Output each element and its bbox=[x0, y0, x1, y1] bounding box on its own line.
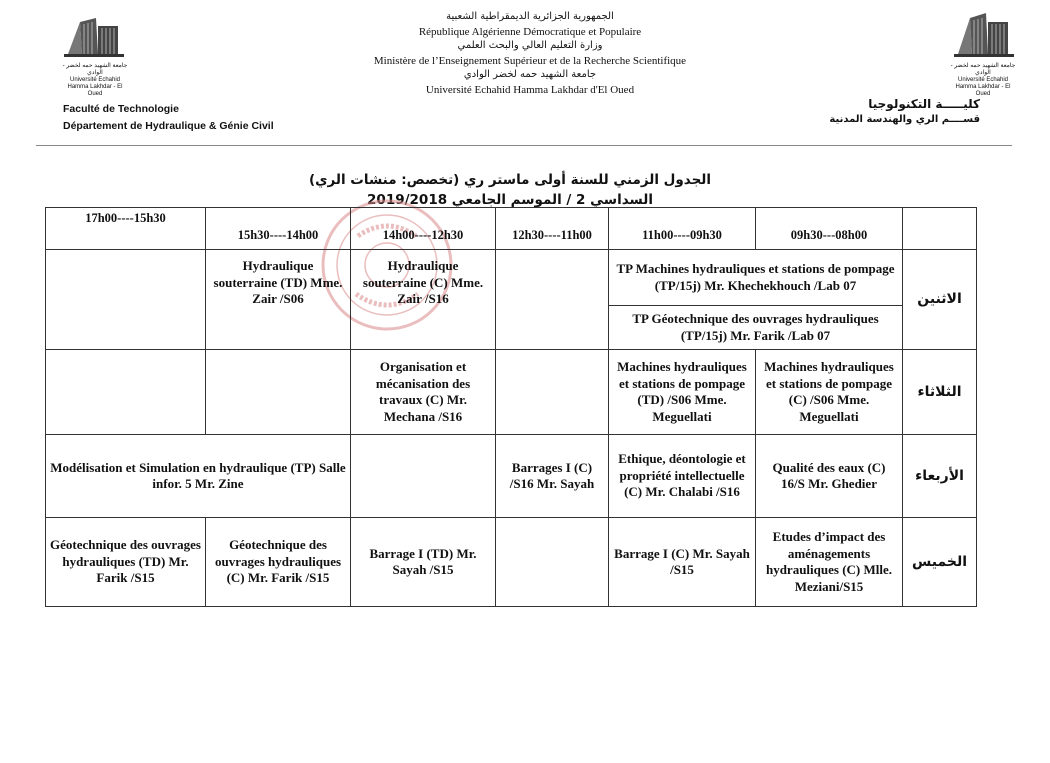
faculty-name-fr: Faculté de Technologie bbox=[63, 103, 179, 115]
slot-header-1230-1400: 14h00----12h30 bbox=[350, 207, 496, 250]
thursday-s4 bbox=[495, 517, 609, 607]
university-building-icon bbox=[60, 14, 130, 58]
thursday-s3: Barrage I (TD) Mr. Sayah /S15 bbox=[350, 517, 496, 607]
faculty-ar bbox=[829, 96, 980, 128]
day-tuesday: الثلاثاء bbox=[902, 349, 977, 435]
day-header-empty bbox=[902, 207, 977, 250]
monday-s4 bbox=[495, 249, 609, 350]
tuesday-s2 bbox=[205, 349, 351, 435]
day-monday: الاثنين bbox=[902, 249, 977, 350]
tuesday-s3: Organisation et mécanisation des travaux (C) Mr. Mechana /S16 bbox=[350, 349, 496, 435]
logo-caption-fr: Université Echahid Hamma Lakhdar - El Oued bbox=[955, 77, 1011, 97]
wednesday-s5: Ethique, déontologie et propriété intellectuelle (C) Mr. Chalabi /S16 bbox=[608, 434, 756, 518]
tuesday-s1 bbox=[45, 349, 206, 435]
logo-caption-ar: جامعة الشهيد حمه لخضر - الوادي bbox=[950, 63, 1016, 76]
tuesday-s4 bbox=[495, 349, 609, 435]
faculty-fr bbox=[63, 101, 274, 135]
tuesday-s5: Machines hydrauliques et stations de pompage (TD) /S06 Mme. Meguellati bbox=[608, 349, 756, 435]
university-logo-right bbox=[948, 8, 1018, 97]
monday-s3: Hydraulique souterraine (C) Mme. Zair /S16 bbox=[350, 249, 496, 350]
title-line-1: الجدول الزمني للسنة أولى ماستر ري (تخصص: منشات الري) bbox=[308, 172, 712, 188]
wednesday-s12: Modélisation et Simulation en hydraulique (TP) Salle infor. 5 Mr. Zine bbox=[45, 434, 351, 518]
slot-header-0930-1100: 11h00----09h30 bbox=[608, 207, 756, 250]
slot-header-1400-1530: 15h30----14h00 bbox=[205, 207, 351, 250]
timetable-grid bbox=[45, 207, 977, 607]
tuesday-s6: Machines hydrauliques et stations de pompage (C) /S06 Mme. Meguellati bbox=[755, 349, 903, 435]
university-logo-left bbox=[60, 14, 130, 97]
logo-caption-ar: جامعة الشهيد حمه لخضر - الوادي bbox=[62, 63, 128, 76]
header-divider bbox=[36, 145, 1012, 146]
department-name-fr: Département de Hydraulique & Génie Civil bbox=[63, 120, 274, 132]
day-wednesday: الأربعاء bbox=[902, 434, 977, 518]
thursday-s6: Etudes d’impact des aménagements hydrauliques (C) Mlle. Meziani/S15 bbox=[755, 517, 903, 607]
faculty-name-ar: كليـــــة التكنولوجيا bbox=[868, 97, 980, 111]
monday-s2: Hydraulique souterraine (TD) Mme. Zair /S06 bbox=[205, 249, 351, 350]
timetable-title bbox=[300, 170, 720, 210]
slot-header-1530-1700: 17h00----15h30 bbox=[45, 207, 206, 250]
university-fr: Université Echahid Hamma Lakhdar d'El Oued bbox=[425, 83, 635, 96]
thursday-s1: Géotechnique des ouvrages hydrauliques (TD) Mr. Farik /S15 bbox=[45, 517, 206, 607]
wednesday-s6: Qualité des eaux (C) 16/S Mr. Ghedier bbox=[755, 434, 903, 518]
monday-s1 bbox=[45, 249, 206, 350]
wednesday-s4: Barrages I (C) /S16 Mr. Sayah bbox=[495, 434, 609, 518]
slot-header-0800-0930: 09h30---08h00 bbox=[755, 207, 903, 250]
republic-fr: République Algérienne Démocratique et Populaire bbox=[418, 25, 642, 38]
department-name-ar: قســــم الري والهندسة المدنية bbox=[829, 114, 980, 125]
university-ar: جامعة الشهيد حمه لخضر الوادي bbox=[463, 69, 597, 80]
ministry-ar: وزارة التعليم العالي والبحث العلمي bbox=[457, 40, 603, 51]
thursday-s5: Barrage I (C) Mr. Sayah /S15 bbox=[608, 517, 756, 607]
thursday-s2: Géotechnique des ouvrages hydrauliques (C) Mr. Farik /S15 bbox=[205, 517, 351, 607]
ministry-fr: Ministère de l’Enseignement Supérieur et de la Recherche Scientifique bbox=[373, 54, 687, 67]
title-line-2: السداسي 2 / الموسم الجامعي 2019/2018 bbox=[367, 192, 653, 208]
institution-header bbox=[290, 10, 770, 97]
university-building-icon bbox=[948, 8, 1018, 58]
monday-tp-geotechnique: TP Géotechnique des ouvrages hydrauliques (TP/15j) Mr. Farik /Lab 07 bbox=[608, 305, 903, 350]
slot-header-1100-1230: 12h30----11h00 bbox=[495, 207, 609, 250]
logo-caption-fr: Université Echahid Hamma Lakhdar - El Oued bbox=[67, 77, 123, 97]
wednesday-s3 bbox=[350, 434, 496, 518]
republic-ar: الجمهورية الجزائرية الديمقراطية الشعبية bbox=[446, 11, 614, 22]
day-thursday: الخميس bbox=[902, 517, 977, 607]
monday-tp-machines: TP Machines hydrauliques et stations de pompage (TP/15j) Mr. Khechekhouch /Lab 07 bbox=[608, 249, 903, 306]
